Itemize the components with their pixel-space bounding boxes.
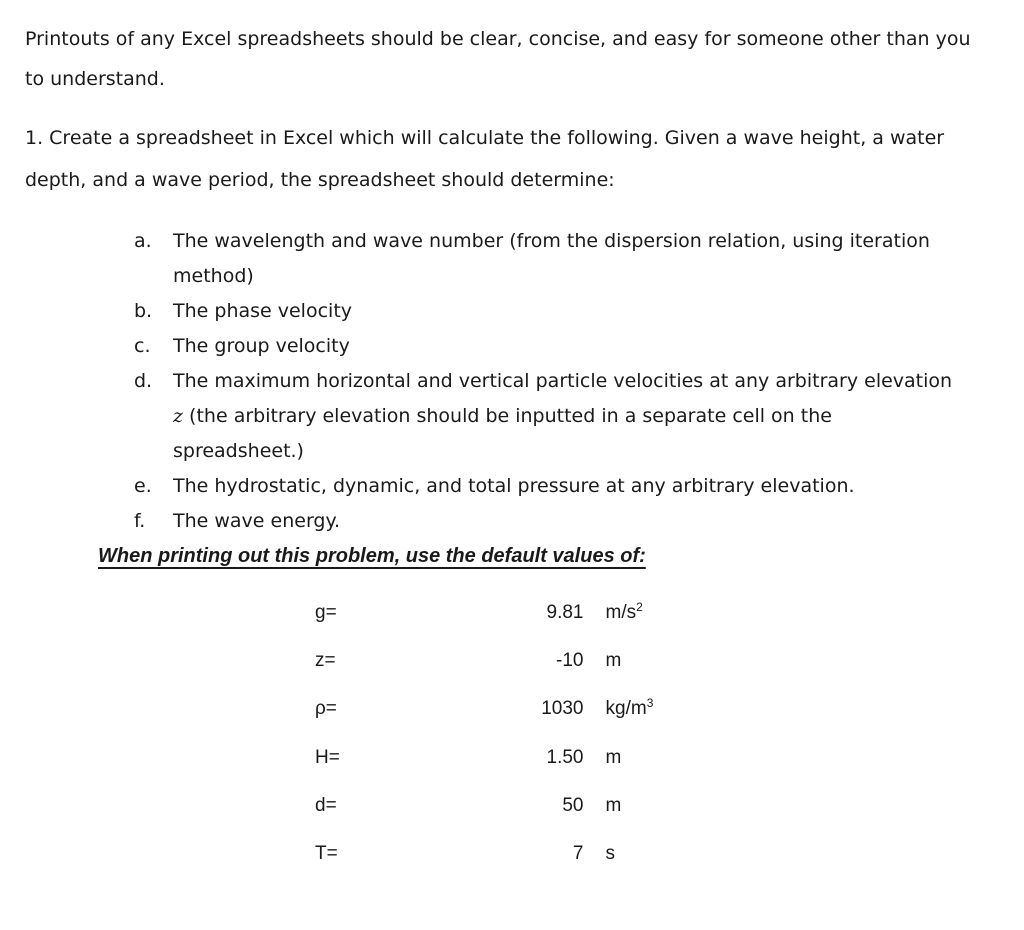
task-text: The hydrostatic, dynamic, and total pressure at any arbitrary elevation. bbox=[173, 475, 855, 497]
param-row-g bbox=[295, 589, 695, 637]
param-label: ρ= bbox=[315, 698, 337, 720]
defaults-table bbox=[295, 589, 695, 878]
task-marker: b. bbox=[134, 300, 153, 322]
param-label: H= bbox=[315, 746, 340, 768]
task-text-after: (the arbitrary elevation should be inputted in a separate cell on the spreadsheet.) bbox=[173, 405, 832, 462]
task-item-a bbox=[134, 224, 964, 294]
task-item-e bbox=[134, 469, 964, 504]
unit-base: kg/m bbox=[605, 698, 647, 720]
param-value: 7 bbox=[572, 843, 584, 865]
param-value: 9.81 bbox=[546, 602, 584, 624]
unit-exponent: 3 bbox=[646, 696, 654, 711]
param-unit bbox=[584, 747, 696, 769]
param-row-rho bbox=[295, 685, 695, 733]
task-marker: a. bbox=[134, 230, 152, 252]
param-row-h bbox=[295, 734, 695, 782]
param-row-z bbox=[295, 637, 695, 685]
param-value: 1030 bbox=[541, 698, 584, 720]
param-label: g= bbox=[315, 602, 337, 624]
param-value: 50 bbox=[562, 794, 584, 816]
unit-base: m/s bbox=[605, 602, 637, 624]
param-unit bbox=[584, 650, 696, 672]
param-label: z= bbox=[315, 650, 336, 672]
task-item-c bbox=[134, 329, 964, 364]
param-label: d= bbox=[315, 794, 337, 816]
unit-base: m bbox=[605, 794, 622, 816]
task-marker: f. bbox=[134, 510, 146, 532]
task-marker: c. bbox=[134, 335, 151, 357]
param-row-t bbox=[295, 830, 695, 878]
unit-exponent: 2 bbox=[636, 600, 643, 615]
param-unit bbox=[584, 698, 696, 720]
elevation-variable: z bbox=[173, 405, 184, 427]
param-unit bbox=[584, 843, 696, 865]
task-item-b bbox=[134, 294, 964, 329]
unit-base: m bbox=[605, 650, 622, 672]
unit-base: s bbox=[605, 843, 615, 865]
task-marker: d. bbox=[134, 370, 153, 392]
task-text: The wave energy. bbox=[173, 510, 341, 532]
task-item-f bbox=[134, 504, 964, 539]
defaults-heading: When printing out this problem, use the default values of: bbox=[98, 545, 646, 567]
param-unit bbox=[584, 602, 696, 624]
question-paragraph: 1. Create a spreadsheet in Excel which will calculate the following. Given a wave height, a water depth, and a wave period, the spreadsheet should determine: bbox=[25, 127, 945, 191]
param-row-d bbox=[295, 782, 695, 830]
task-list bbox=[134, 224, 964, 539]
param-value: 1.50 bbox=[546, 746, 584, 768]
param-value: -10 bbox=[556, 650, 584, 672]
intro-paragraph: Printouts of any Excel spreadsheets should be clear, concise, and easy for someone other than you to understand. bbox=[25, 28, 971, 90]
task-item-d bbox=[134, 364, 964, 469]
unit-base: m bbox=[605, 746, 622, 768]
task-text: The phase velocity bbox=[173, 300, 353, 322]
task-text: The group velocity bbox=[173, 335, 350, 357]
task-text-before: The maximum horizontal and vertical particle velocities at any arbitrary elevation bbox=[173, 370, 953, 392]
task-text: The wavelength and wave number (from the dispersion relation, using iteration method) bbox=[173, 230, 930, 287]
task-text bbox=[173, 364, 964, 469]
task-marker: e. bbox=[134, 475, 152, 497]
param-label: T= bbox=[315, 843, 338, 865]
param-unit bbox=[584, 795, 696, 817]
